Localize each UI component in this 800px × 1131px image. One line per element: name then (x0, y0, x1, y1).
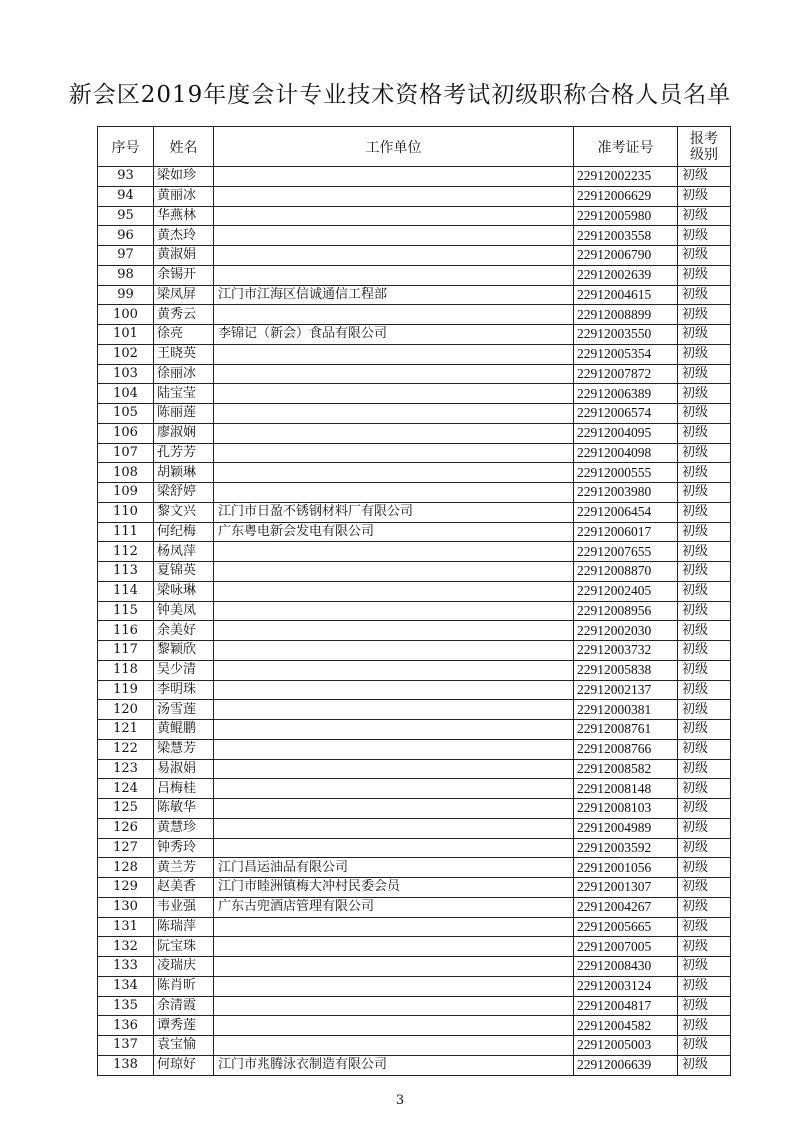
cell-org (214, 759, 574, 779)
cell-exam-id: 22912006574 (574, 404, 678, 424)
table-row (98, 720, 731, 740)
cell-level: 初级 (678, 601, 731, 621)
cell-org: 李锦记（新会）食品有限公司 (214, 325, 574, 345)
cell-no: 110 (98, 502, 154, 522)
cell-exam-id: 22912001307 (574, 878, 678, 898)
cell-level: 初级 (678, 680, 731, 700)
cell-exam-id: 22912008430 (574, 957, 678, 977)
cell-exam-id: 22912006389 (574, 384, 678, 404)
table-body (98, 167, 731, 1076)
table-header-row (98, 127, 731, 167)
cell-level: 初级 (678, 562, 731, 582)
table-row (98, 226, 731, 246)
cell-org (214, 917, 574, 937)
table-row (98, 443, 731, 463)
cell-org (214, 581, 574, 601)
cell-exam-id: 22912002639 (574, 265, 678, 285)
table-row (98, 581, 731, 601)
cell-exam-id: 22912000555 (574, 463, 678, 483)
cell-level: 初级 (678, 384, 731, 404)
cell-exam-id: 22912006017 (574, 522, 678, 542)
cell-name: 何纪梅 (154, 522, 214, 542)
table-row (98, 186, 731, 206)
cell-exam-id: 22912008582 (574, 759, 678, 779)
cell-name: 夏锦英 (154, 562, 214, 582)
cell-name: 钟秀玲 (154, 838, 214, 858)
cell-exam-id: 22912004989 (574, 818, 678, 838)
cell-no: 112 (98, 542, 154, 562)
cell-name: 赵美香 (154, 878, 214, 898)
cell-no: 134 (98, 976, 154, 996)
cell-name: 华燕林 (154, 206, 214, 226)
cell-no: 94 (98, 186, 154, 206)
cell-no: 101 (98, 325, 154, 345)
cell-level: 初级 (678, 739, 731, 759)
cell-no: 116 (98, 621, 154, 641)
cell-no: 113 (98, 562, 154, 582)
cell-no: 100 (98, 305, 154, 325)
cell-name: 余清霞 (154, 996, 214, 1016)
cell-level: 初级 (678, 542, 731, 562)
cell-level: 初级 (678, 937, 731, 957)
table-row (98, 1016, 731, 1036)
cell-level: 初级 (678, 878, 731, 898)
cell-org (214, 463, 574, 483)
cell-exam-id: 22912004098 (574, 443, 678, 463)
cell-no: 136 (98, 1016, 154, 1036)
cell-no: 95 (98, 206, 154, 226)
cell-level: 初级 (678, 759, 731, 779)
cell-exam-id: 22912002405 (574, 581, 678, 601)
cell-exam-id: 22912006639 (574, 1055, 678, 1075)
cell-level: 初级 (678, 246, 731, 266)
table-row (98, 364, 731, 384)
cell-no: 127 (98, 838, 154, 858)
table-row (98, 976, 731, 996)
cell-level: 初级 (678, 641, 731, 661)
cell-exam-id: 22912008761 (574, 720, 678, 740)
cell-exam-id: 22912005838 (574, 660, 678, 680)
cell-name: 黄杰玲 (154, 226, 214, 246)
cell-level: 初级 (678, 463, 731, 483)
table-row (98, 680, 731, 700)
table-row (98, 542, 731, 562)
cell-level: 初级 (678, 325, 731, 345)
cell-name: 易淑娟 (154, 759, 214, 779)
table-row (98, 522, 731, 542)
cell-exam-id: 22912004267 (574, 897, 678, 917)
cell-name: 陈丽莲 (154, 404, 214, 424)
cell-org (214, 937, 574, 957)
cell-level: 初级 (678, 660, 731, 680)
table-row (98, 601, 731, 621)
table-row (98, 700, 731, 720)
cell-no: 103 (98, 364, 154, 384)
cell-name: 余锡开 (154, 265, 214, 285)
header-level-line1: 报考 (690, 130, 718, 147)
table-row (98, 562, 731, 582)
cell-exam-id: 22912002235 (574, 167, 678, 187)
cell-org (214, 305, 574, 325)
cell-name: 梁咏琳 (154, 581, 214, 601)
table-row (98, 739, 731, 759)
cell-org (214, 483, 574, 503)
table-row (98, 384, 731, 404)
cell-name: 梁舒婷 (154, 483, 214, 503)
cell-name: 梁如珍 (154, 167, 214, 187)
cell-name: 钟美凤 (154, 601, 214, 621)
cell-no: 109 (98, 483, 154, 503)
table-row (98, 1036, 731, 1056)
cell-exam-id: 22912008766 (574, 739, 678, 759)
cell-exam-id: 22912006629 (574, 186, 678, 206)
header-level (678, 127, 731, 167)
cell-level: 初级 (678, 186, 731, 206)
cell-org (214, 720, 574, 740)
cell-level: 初级 (678, 700, 731, 720)
table-row (98, 759, 731, 779)
cell-name: 徐亮 (154, 325, 214, 345)
table-row (98, 246, 731, 266)
cell-org (214, 660, 574, 680)
cell-name: 黄慧珍 (154, 818, 214, 838)
cell-no: 96 (98, 226, 154, 246)
cell-org: 广东粤电新会发电有限公司 (214, 522, 574, 542)
cell-exam-id: 22912006454 (574, 502, 678, 522)
table-row (98, 957, 731, 977)
cell-level: 初级 (678, 305, 731, 325)
cell-exam-id: 22912005003 (574, 1036, 678, 1056)
cell-exam-id: 22912002137 (574, 680, 678, 700)
cell-org: 江门市兆腾泳衣制造有限公司 (214, 1055, 574, 1075)
cell-org (214, 779, 574, 799)
table-row (98, 463, 731, 483)
table-row (98, 1055, 731, 1075)
cell-exam-id: 22912004095 (574, 423, 678, 443)
cell-no: 128 (98, 858, 154, 878)
table-row (98, 838, 731, 858)
cell-level: 初级 (678, 1055, 731, 1075)
cell-org (214, 423, 574, 443)
cell-level: 初级 (678, 917, 731, 937)
cell-level: 初级 (678, 799, 731, 819)
cell-level: 初级 (678, 265, 731, 285)
table-row (98, 206, 731, 226)
table-row (98, 621, 731, 641)
cell-org (214, 246, 574, 266)
cell-org (214, 601, 574, 621)
cell-name: 梁慧芳 (154, 739, 214, 759)
cell-level: 初级 (678, 818, 731, 838)
table-row (98, 265, 731, 285)
cell-exam-id: 22912005980 (574, 206, 678, 226)
cell-no: 99 (98, 285, 154, 305)
cell-no: 105 (98, 404, 154, 424)
cell-level: 初级 (678, 858, 731, 878)
cell-exam-id: 22912000381 (574, 700, 678, 720)
cell-exam-id: 22912005665 (574, 917, 678, 937)
cell-name: 孔芳芳 (154, 443, 214, 463)
cell-exam-id: 22912007005 (574, 937, 678, 957)
cell-no: 123 (98, 759, 154, 779)
cell-level: 初级 (678, 1016, 731, 1036)
cell-level: 初级 (678, 364, 731, 384)
cell-no: 125 (98, 799, 154, 819)
cell-level: 初级 (678, 423, 731, 443)
cell-name: 吴少清 (154, 660, 214, 680)
document-title: 新会区2019年度会计专业技术资格考试初级职称合格人员名单 (68, 82, 732, 108)
cell-no: 108 (98, 463, 154, 483)
cell-org (214, 680, 574, 700)
cell-org: 江门市江海区信诚通信工程部 (214, 285, 574, 305)
cell-no: 126 (98, 818, 154, 838)
cell-name: 李明珠 (154, 680, 214, 700)
cell-name: 廖淑娴 (154, 423, 214, 443)
cell-no: 129 (98, 878, 154, 898)
header-level-line2: 级别 (690, 146, 718, 163)
cell-level: 初级 (678, 957, 731, 977)
cell-level: 初级 (678, 976, 731, 996)
header-no: 序号 (98, 127, 154, 167)
cell-level: 初级 (678, 502, 731, 522)
cell-level: 初级 (678, 344, 731, 364)
cell-exam-id: 22912003550 (574, 325, 678, 345)
cell-exam-id: 22912008956 (574, 601, 678, 621)
cell-org (214, 957, 574, 977)
cell-exam-id: 22912003732 (574, 641, 678, 661)
cell-org (214, 818, 574, 838)
cell-no: 106 (98, 423, 154, 443)
table-row (98, 660, 731, 680)
cell-level: 初级 (678, 167, 731, 187)
table-row (98, 917, 731, 937)
cell-org (214, 700, 574, 720)
cell-level: 初级 (678, 779, 731, 799)
cell-org (214, 384, 574, 404)
cell-level: 初级 (678, 996, 731, 1016)
cell-name: 陈肖昕 (154, 976, 214, 996)
cell-exam-id: 22912008148 (574, 779, 678, 799)
cell-no: 117 (98, 641, 154, 661)
cell-level: 初级 (678, 483, 731, 503)
cell-exam-id: 22912003980 (574, 483, 678, 503)
cell-exam-id: 22912005354 (574, 344, 678, 364)
cell-no: 93 (98, 167, 154, 187)
cell-org: 江门市日盈不锈钢材料厂有限公司 (214, 502, 574, 522)
cell-org (214, 1036, 574, 1056)
cell-level: 初级 (678, 226, 731, 246)
cell-name: 凌瑞庆 (154, 957, 214, 977)
cell-name: 何琼好 (154, 1055, 214, 1075)
cell-level: 初级 (678, 838, 731, 858)
cell-exam-id: 22912007655 (574, 542, 678, 562)
cell-org (214, 364, 574, 384)
cell-name: 吕梅桂 (154, 779, 214, 799)
header-exam-id: 准考证号 (574, 127, 678, 167)
table-row (98, 779, 731, 799)
cell-no: 132 (98, 937, 154, 957)
cell-no: 137 (98, 1036, 154, 1056)
table-row (98, 344, 731, 364)
table-row (98, 996, 731, 1016)
table-row (98, 502, 731, 522)
header-name: 姓名 (154, 127, 214, 167)
cell-exam-id: 22912004615 (574, 285, 678, 305)
cell-no: 119 (98, 680, 154, 700)
cell-no: 114 (98, 581, 154, 601)
cell-name: 陆宝莹 (154, 384, 214, 404)
cell-org (214, 226, 574, 246)
cell-org: 江门市睦洲镇梅大冲村民委会员 (214, 878, 574, 898)
cell-no: 104 (98, 384, 154, 404)
results-table (97, 126, 731, 1076)
cell-org: 江门昌运油品有限公司 (214, 858, 574, 878)
cell-exam-id: 22912001056 (574, 858, 678, 878)
cell-org (214, 621, 574, 641)
cell-org (214, 443, 574, 463)
cell-no: 130 (98, 897, 154, 917)
cell-exam-id: 22912008899 (574, 305, 678, 325)
cell-org (214, 404, 574, 424)
cell-name: 黄兰芳 (154, 858, 214, 878)
cell-exam-id: 22912008103 (574, 799, 678, 819)
cell-org (214, 562, 574, 582)
cell-level: 初级 (678, 581, 731, 601)
cell-exam-id: 22912007872 (574, 364, 678, 384)
cell-org (214, 996, 574, 1016)
cell-exam-id: 22912008870 (574, 562, 678, 582)
header-org: 工作单位 (214, 127, 574, 167)
cell-name: 黄秀云 (154, 305, 214, 325)
table-row (98, 799, 731, 819)
cell-org (214, 739, 574, 759)
cell-name: 黄淑娟 (154, 246, 214, 266)
cell-no: 124 (98, 779, 154, 799)
cell-no: 120 (98, 700, 154, 720)
cell-no: 107 (98, 443, 154, 463)
cell-exam-id: 22912004817 (574, 996, 678, 1016)
table-row (98, 878, 731, 898)
cell-exam-id: 22912004582 (574, 1016, 678, 1036)
cell-name: 黎文兴 (154, 502, 214, 522)
cell-no: 122 (98, 739, 154, 759)
cell-no: 138 (98, 1055, 154, 1075)
cell-exam-id: 22912003124 (574, 976, 678, 996)
cell-name: 杨凤萍 (154, 542, 214, 562)
table-row (98, 285, 731, 305)
cell-no: 97 (98, 246, 154, 266)
cell-level: 初级 (678, 621, 731, 641)
cell-name: 陈敏华 (154, 799, 214, 819)
cell-level: 初级 (678, 720, 731, 740)
cell-org (214, 167, 574, 187)
table-row (98, 483, 731, 503)
cell-no: 115 (98, 601, 154, 621)
cell-org (214, 206, 574, 226)
cell-no: 111 (98, 522, 154, 542)
table-row (98, 897, 731, 917)
cell-name: 陈瑞萍 (154, 917, 214, 937)
cell-org (214, 542, 574, 562)
cell-no: 118 (98, 660, 154, 680)
cell-org (214, 799, 574, 819)
cell-no: 98 (98, 265, 154, 285)
cell-name: 黄鲲鹏 (154, 720, 214, 740)
cell-no: 131 (98, 917, 154, 937)
cell-no: 133 (98, 957, 154, 977)
cell-name: 胡颖琳 (154, 463, 214, 483)
cell-level: 初级 (678, 522, 731, 542)
page-number: 3 (395, 1093, 405, 1108)
table-row (98, 858, 731, 878)
cell-org (214, 265, 574, 285)
cell-level: 初级 (678, 443, 731, 463)
cell-name: 徐丽冰 (154, 364, 214, 384)
cell-no: 135 (98, 996, 154, 1016)
cell-org: 广东古兜酒店管理有限公司 (214, 897, 574, 917)
cell-name: 谭秀莲 (154, 1016, 214, 1036)
cell-name: 阮宝珠 (154, 937, 214, 957)
table-row (98, 305, 731, 325)
table-row (98, 404, 731, 424)
cell-org (214, 344, 574, 364)
cell-name: 汤雪莲 (154, 700, 214, 720)
cell-level: 初级 (678, 206, 731, 226)
cell-no: 121 (98, 720, 154, 740)
cell-org (214, 838, 574, 858)
cell-no: 102 (98, 344, 154, 364)
table-row (98, 423, 731, 443)
cell-org (214, 1016, 574, 1036)
cell-name: 袁宝愉 (154, 1036, 214, 1056)
cell-name: 余美好 (154, 621, 214, 641)
table-row (98, 641, 731, 661)
table-row (98, 818, 731, 838)
cell-exam-id: 22912003558 (574, 226, 678, 246)
cell-name: 黄丽冰 (154, 186, 214, 206)
cell-name: 韦业强 (154, 897, 214, 917)
table-row (98, 167, 731, 187)
cell-level: 初级 (678, 1036, 731, 1056)
cell-exam-id: 22912002030 (574, 621, 678, 641)
cell-name: 王晓英 (154, 344, 214, 364)
cell-name: 黎颖欣 (154, 641, 214, 661)
cell-level: 初级 (678, 897, 731, 917)
cell-exam-id: 22912006790 (574, 246, 678, 266)
table-row (98, 325, 731, 345)
table-row (98, 937, 731, 957)
cell-org (214, 976, 574, 996)
cell-exam-id: 22912003592 (574, 838, 678, 858)
cell-org (214, 641, 574, 661)
cell-name: 梁凤屏 (154, 285, 214, 305)
cell-level: 初级 (678, 404, 731, 424)
cell-level: 初级 (678, 285, 731, 305)
cell-org (214, 186, 574, 206)
